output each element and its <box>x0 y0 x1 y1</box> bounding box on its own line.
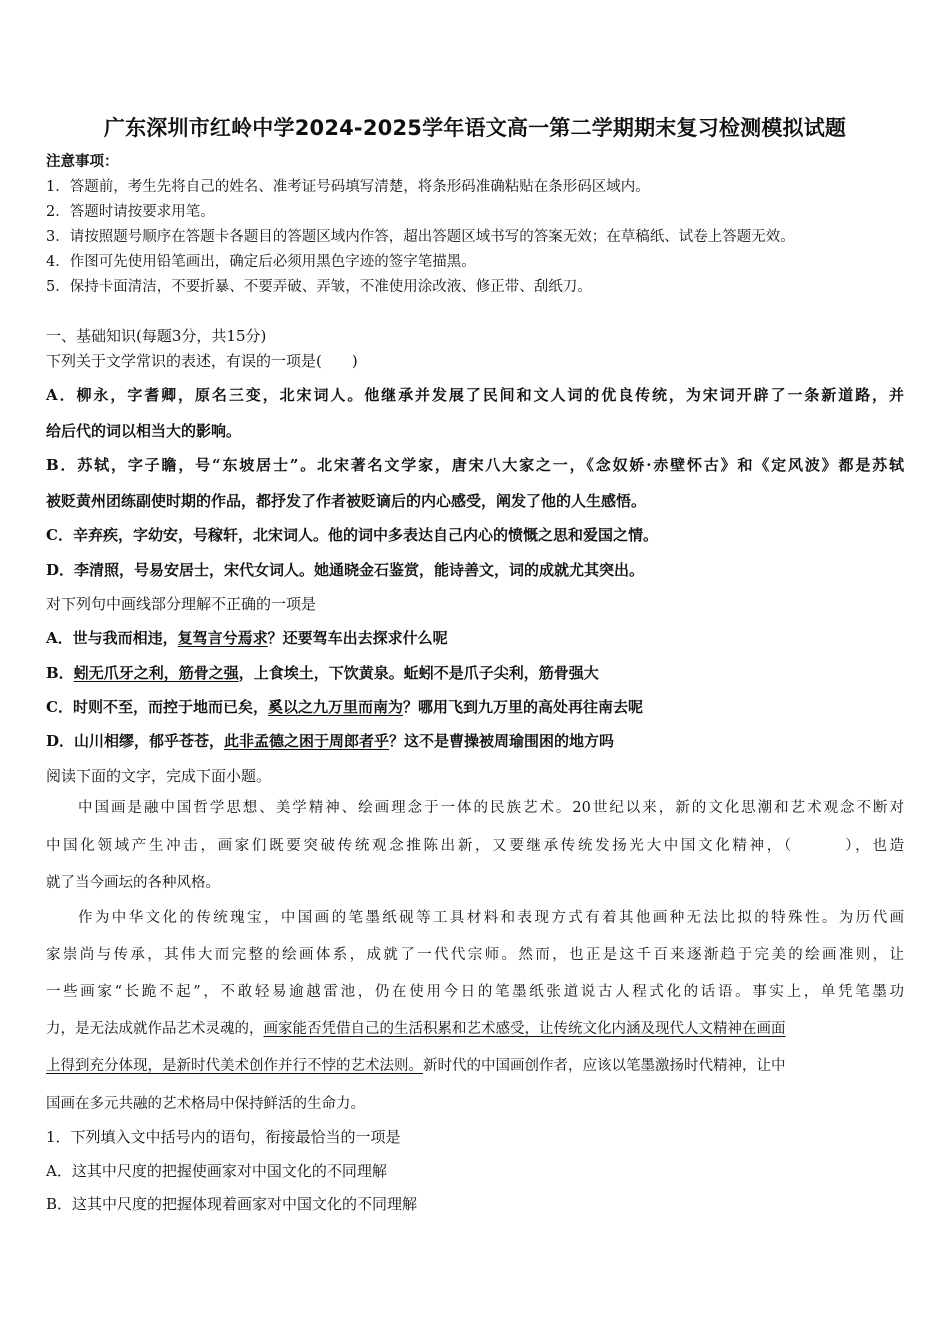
option-b <box>46 663 599 683</box>
passage-line: 一些画家“长跪不起”，不敢轻易逾越雷池，仍在使用今日的笔墨纸张道说古人程式化的话语。事实上，单凭笔墨功 <box>46 984 904 1000</box>
underlined-text: 复驾言兮焉求 <box>177 629 268 647</box>
question-stem: 1．下列填入文中括号内的语句，衔接最恰当的一项是 <box>46 1128 401 1146</box>
passage-line: 家崇尚与传承，其伟大而完整的绘画体系，成就了一代代宗师。然而，也正是这千百来逐渐趋于完美的绘画准则，让 <box>46 947 904 963</box>
passage-text: 新时代的中国画创作者，应该以笔墨激扬时代精神，让中 <box>423 1058 786 1074</box>
notice-item-3: 3．请按照题号顺序在答题卡各题目的答题区域内作答，超出答题区域书写的答案无效；在草稿纸、试卷上答题无效。 <box>46 229 795 245</box>
notice-item-5: 5．保持卡面清洁，不要折暴、不要弄破、弄皱，不准使用涂改液、修正带、刮纸刀。 <box>46 279 592 295</box>
option-text: B． <box>46 664 74 682</box>
option-text: ？这不是曹操被周瑜围困的地方吗 <box>389 732 615 750</box>
option-a-line1: A．柳永，字耆卿，原名三变，北宋词人。他继承并发展了民间和文人词的优良传统，为宋词开辟了一条新道路，并 <box>46 386 904 404</box>
option-a <box>46 628 448 648</box>
option-d <box>46 731 614 751</box>
option-text: A．世与我而相违， <box>46 629 178 647</box>
underlined-text: 蚓无爪牙之利，筋骨之强 <box>73 664 239 682</box>
notice-item-2: 2．答题时请按要求用笔。 <box>46 204 215 220</box>
notice-heading: 注意事项： <box>46 153 119 170</box>
option-a-line2: 给后代的词以相当大的影响。 <box>46 422 242 440</box>
notice-item-1: 1．答题前，考生先将自己的姓名、准考证号码填写清楚，将条形码准确粘贴在条形码区域内。 <box>46 179 650 195</box>
notice-item-4: 4．作图可先使用铅笔画出，确定后必须用黑色字迹的签字笔描黑。 <box>46 254 476 270</box>
option-text: ？哪用飞到九万里的高处再往南去呢 <box>402 698 643 716</box>
underlined-text: 画家能否凭借自己的生活积累和艺术感受，让传统文化内涵及现代人文精神在画面 <box>263 1021 786 1037</box>
option-c: C．辛弃疾，字幼安，号稼轩，北宋词人。他的词中多表达自己内心的愤慨之思和爱国之情。 <box>46 526 658 544</box>
passage-line: 中国化领域产生冲击，画家们既要突破传统观念推陈出新，又要继承传统发扬光大中国文化精神，（ ），也造 <box>46 838 904 854</box>
underlined-text: 上得到充分体现，是新时代美术创作并行不悖的艺术法则。 <box>46 1058 423 1074</box>
option-text: D．山川相缪，郁乎苍苍， <box>46 732 225 750</box>
passage-line <box>46 1056 786 1076</box>
section-heading: 一、基础知识(每题3分，共15分) <box>46 327 267 345</box>
question-stem: 对下列句中画线部分理解不正确的一项是 <box>46 595 317 613</box>
reading-intro: 阅读下面的文字，完成下面小题。 <box>46 767 272 785</box>
underlined-text: 奚以之九万里而南为 <box>267 698 403 716</box>
option-d: D．李清照，号易安居士，宋代女词人。她通晓金石鉴赏，能诗善文，词的成就尤其突出。 <box>46 561 645 579</box>
passage-line: 就了当今画坛的各种风格。 <box>46 875 220 891</box>
option-text: C．时则不至，而控于地而已矣， <box>46 698 268 716</box>
option-b: B．这其中尺度的把握体现着画家对中国文化的不同理解 <box>46 1195 418 1213</box>
option-b-line2: 被贬黄州团练副使时期的作品，都抒发了作者被贬谪后的内心感受，阐发了他的人生感悟。 <box>46 492 647 510</box>
option-text: ？还要驾车出去探求什么呢 <box>267 629 448 647</box>
page-title: 广东深圳市红岭中学2024-2025学年语文高一第二学期期末复习检测模拟试题 <box>103 116 847 140</box>
option-b-line1: B．苏轼，字子瞻，号“东坡居士”。北宋著名文学家，唐宋八大家之一，《念奴娇·赤壁怀古》和《定风波》都是苏轼 <box>46 456 904 474</box>
passage-line: 中国画是融中国哲学思想、美学精神、绘画理念于一体的民族艺术。20世纪以来，新的文化思潮和艺术观念不断对 <box>78 800 904 816</box>
option-text: ，上食埃土，下饮黄泉。蚯蚓不是爪子尖利，筋骨强大 <box>238 664 599 682</box>
passage-line: 国画在多元共融的艺术格局中保持鲜活的生命力。 <box>46 1096 365 1112</box>
passage-text: 力，是无法成就作品艺术灵魂的， <box>46 1021 264 1037</box>
passage-line: 作为中华文化的传统瑰宝，中国画的笔墨纸砚等工具材料和表现方式有着其他画种无法比拟的特殊性。为历代画 <box>78 910 904 926</box>
option-a: A．这其中尺度的把握使画家对中国文化的不同理解 <box>46 1162 387 1180</box>
question-stem: 下列关于文学常识的表述，有误的一项是( ) <box>46 352 358 370</box>
option-c <box>46 697 643 717</box>
passage-line <box>46 1019 786 1039</box>
underlined-text: 此非孟德之困于周郎者乎 <box>224 732 390 750</box>
